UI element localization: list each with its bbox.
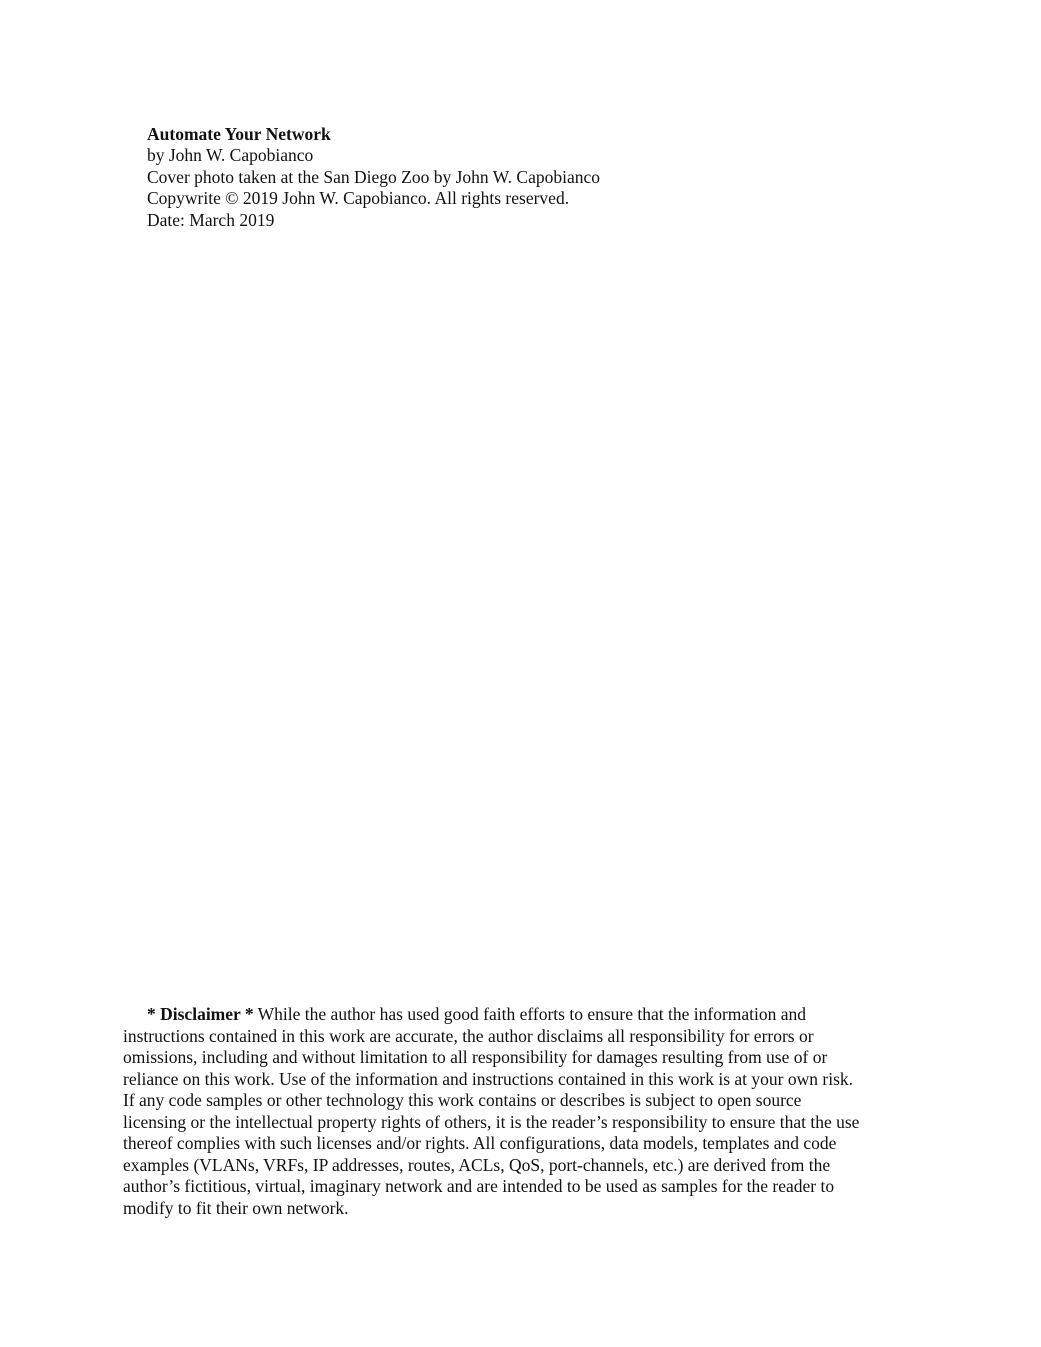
disclaimer-line xyxy=(123,1004,923,1026)
book-title: Automate Your Network xyxy=(147,124,331,144)
copyright-line: Copywrite © 2019 John W. Capobianco. All rights reserved. xyxy=(147,188,570,209)
date-line: Date: March 2019 xyxy=(147,209,275,230)
disclaimer-line: modify to fit their own network. xyxy=(123,1197,349,1218)
disclaimer-line: thereof complies with such licenses and/or rights. All configurations, data models, templates and code xyxy=(123,1133,837,1153)
title-block xyxy=(147,124,847,231)
disclaimer-line: author’s fictitious, virtual, imaginary network and are intended to be used as samples for the reader to xyxy=(123,1176,835,1196)
disclaimer-line: reliance on this work. Use of the information and instructions contained in this work is at your own risk. xyxy=(123,1068,854,1089)
cover-credit: Cover photo taken at the San Diego Zoo by John W. Capobianco xyxy=(147,166,600,187)
disclaimer-line: omissions, including and without limitation to all responsibility for damages resulting from use of or xyxy=(123,1047,828,1067)
author-line: by John W. Capobianco xyxy=(147,145,314,166)
disclaimer-text: While the author has used good faith efforts to ensure that the information and xyxy=(253,1004,807,1024)
disclaimer-line: licensing or the intellectual property rights of others, it is the reader’s responsibility to ensure that the use xyxy=(123,1111,860,1132)
disclaimer-line: If any code samples or other technology this work contains or describes is subject to open source xyxy=(123,1090,802,1110)
disclaimer-paragraph xyxy=(123,1004,923,1219)
disclaimer-line: instructions contained in this work are accurate, the author disclaims all responsibility for errors or xyxy=(123,1025,814,1046)
disclaimer-label: * Disclaimer * xyxy=(147,1004,254,1024)
disclaimer-line: examples (VLANs, VRFs, IP addresses, routes, ACLs, QoS, port-channels, etc.) are derived from the xyxy=(123,1154,831,1175)
